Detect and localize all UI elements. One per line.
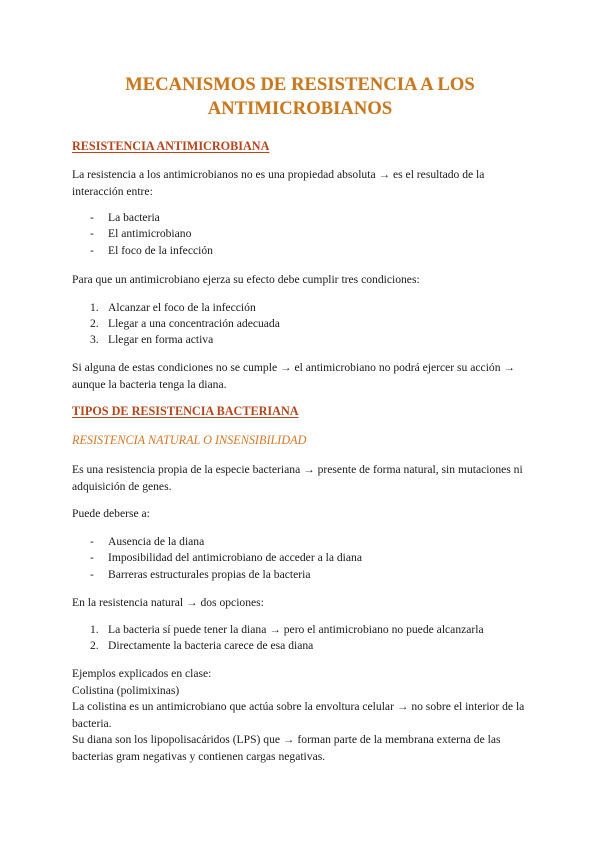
list-item <box>90 300 256 317</box>
title-line-1: MECANISMOS DE RESISTENCIA A LOS <box>125 75 475 95</box>
list-item-text: El foco de la infección <box>108 244 213 257</box>
list-item-text: Imposibilidad del antimicrobiano de acceder a la diana <box>108 551 362 564</box>
options-intro-paragraph: En la resistencia natural → dos opciones: <box>72 596 264 609</box>
conditions-intro-paragraph: Para que un antimicrobiano ejerza su efecto debe cumplir tres condiciones: <box>72 273 420 286</box>
list-marker: - <box>90 244 94 257</box>
list-item <box>90 332 213 349</box>
list-marker: 2. <box>90 639 99 652</box>
list-item <box>90 638 313 655</box>
causes-intro-paragraph: Puede deberse a: <box>72 507 150 520</box>
subheading-resistencia-natural: RESISTENCIA NATURAL O INSENSIBILIDAD <box>72 433 307 447</box>
list-item <box>90 226 191 243</box>
section-heading-tipos-resistencia: TIPOS DE RESISTENCIA BACTERIANA <box>72 404 299 418</box>
list-item-text: Ausencia de la diana <box>108 535 205 548</box>
list-marker: - <box>90 551 94 564</box>
title-line-2: ANTIMICROBIANOS <box>207 99 393 119</box>
list-item <box>90 550 362 567</box>
list-marker: - <box>90 227 94 240</box>
list-marker: 1. <box>90 301 99 314</box>
example-name: Colistina (polimixinas) <box>72 684 180 697</box>
list-item-text: Barreras estructurales propias de la bacteria <box>108 568 311 581</box>
section1-intro-paragraph: La resistencia a los antimicrobianos no es una propiedad absoluta → es el resultado de la interacción entre: <box>72 168 485 198</box>
list-item <box>90 210 160 227</box>
list-item-text: Llegar en forma activa <box>108 333 214 346</box>
example-paragraph-1: La colistina es un antimicrobiano que actúa sobre la envoltura celular → no sobre el interior de la bacteria. <box>72 700 525 730</box>
section-heading-resistencia-antimicrobiana: RESISTENCIA ANTIMICROBIANA <box>72 139 270 153</box>
document-title <box>72 73 528 121</box>
list-item-text: Llegar a una concentración adecuada <box>108 317 280 330</box>
list-marker: 1. <box>90 623 99 636</box>
list-item <box>90 622 484 639</box>
list-item <box>90 243 213 260</box>
conclusion-paragraph: Si alguna de estas condiciones no se cumple → el antimicrobiano no podrá ejercer su acción → aunque la bacteria tenga la diana. <box>72 361 515 391</box>
list-marker: - <box>90 211 94 224</box>
list-item <box>90 534 204 551</box>
example-paragraph-2: Su diana son los lipopolisacáridos (LPS) que → forman parte de la membrana externa de las bacterias gram negativas y contienen cargas negativas. <box>72 733 501 763</box>
list-item <box>90 316 280 333</box>
list-item-text: La bacteria sí puede tener la diana → pero el antimicrobiano no puede alcanzarla <box>108 623 484 636</box>
list-item-text: La bacteria <box>108 211 160 224</box>
definition-paragraph: Es una resistencia propia de la especie bacteriana → presente de forma natural, sin mutaciones ni adquisición de genes. <box>72 463 523 493</box>
examples-intro-paragraph: Ejemplos explicados en clase: <box>72 667 212 680</box>
list-item-text: Directamente la bacteria carece de esa diana <box>108 639 314 652</box>
list-item <box>90 567 310 584</box>
list-item-text: Alcanzar el foco de la infección <box>108 301 256 314</box>
list-item-text: El antimicrobiano <box>108 227 192 240</box>
list-marker: 2. <box>90 317 99 330</box>
list-marker: 3. <box>90 333 99 346</box>
list-marker: - <box>90 568 94 581</box>
list-marker: - <box>90 535 94 548</box>
